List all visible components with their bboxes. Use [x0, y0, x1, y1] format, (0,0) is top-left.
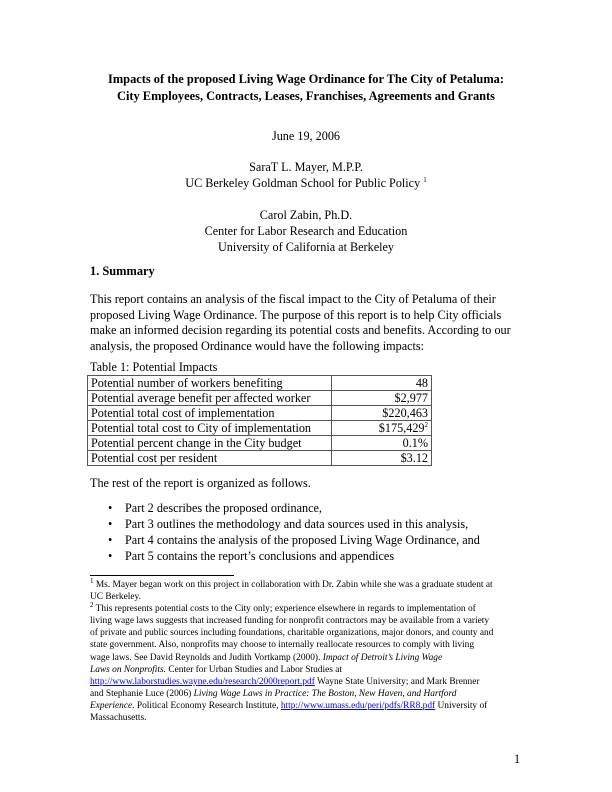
- table-row: [88, 406, 432, 421]
- summary-line: make an informed decision regarding its potential costs and benefits. According to our: [90, 323, 511, 338]
- table-cell-label: Potential total cost of implementation: [88, 406, 332, 421]
- footnote-2-cont: http://www.laborstudies.wayne.edu/research/2000report.pdf Wayne State University; and Mark Brenner: [90, 676, 480, 687]
- summary-paragraph: [90, 292, 530, 354]
- footnote-2-cont: state government. Also, nonprofits may choose to internally reallocate resources to comply with living: [90, 640, 475, 651]
- author-block-1: [60, 159, 552, 191]
- table-cell-label: Potential cost per resident: [88, 451, 332, 466]
- table-caption: Table 1: Potential Impacts: [90, 360, 218, 374]
- wayne-report-link[interactable]: http://www.laborstudies.wayne.edu/research/2000report.pdf: [90, 676, 315, 687]
- table-cell-label: Potential average benefit per affected worker: [88, 391, 332, 406]
- table-cell-value: $3.12: [332, 451, 432, 466]
- section-heading-summary: 1. Summary: [90, 264, 155, 278]
- footnote-divider: [90, 575, 234, 576]
- author-1-name: SaraT L. Mayer, M.P.P.: [249, 160, 363, 174]
- table-row: [88, 451, 432, 466]
- bullet-icon: •: [108, 549, 113, 563]
- footnote-1-cont: UC Berkeley.: [90, 592, 141, 603]
- footnote-2-cont: Massachusetts.: [90, 713, 147, 724]
- table-cell-label: Potential total cost to City of implementation: [88, 421, 332, 436]
- bullet-icon: •: [108, 501, 113, 515]
- footnote-2-cont: Laws on Nonprofits. Center for Urban Studies and Labor Studies at: [90, 664, 342, 675]
- bullet-icon: •: [108, 533, 113, 547]
- table-cell-value: 0.1%: [332, 436, 432, 451]
- table-cell-value: $2,977: [332, 391, 432, 406]
- table-row: [88, 391, 432, 406]
- umass-report-link[interactable]: http://www.umass.edu/peri/pdfs/RR8.pdf: [280, 700, 436, 711]
- footnote-1: $^1$ Ms. Mayer began work on this project in collaboration with Dr. Zabin while she was a graduate student at: [90, 576, 493, 590]
- rest-intro: The rest of the report is organized as follows.: [90, 476, 311, 490]
- title-line-2: City Employees, Contracts, Leases, Franchises, Agreements and Grants: [117, 89, 495, 103]
- footnote-2-cont: wage laws. See David Reynolds and Judith Vortkamp (2000). Impact of Detroit’s Living Wage: [90, 652, 443, 663]
- author-1-affiliation: UC Berkeley Goldman School for Public Policy $^1$: [185, 175, 427, 190]
- list-item: • Part 4 contains the analysis of the proposed Living Wage Ordinance, and: [108, 533, 480, 547]
- summary-line: proposed Living Wage Ordinance. The purpose of this report is to help City officials: [90, 307, 502, 322]
- footnote-mark-1: 1: [423, 175, 427, 184]
- table-cell-label: Potential percent change in the City budget: [88, 436, 332, 451]
- table-row: [88, 436, 432, 451]
- table-cell-value: $220,463: [332, 406, 432, 421]
- document-title: [60, 71, 552, 105]
- table-row: [88, 376, 432, 391]
- table-cell-label: Potential number of workers benefiting: [88, 376, 332, 391]
- report-parts-list: [108, 500, 528, 564]
- table-row: [88, 421, 432, 436]
- author-block-2: [60, 207, 552, 255]
- document-date: June 19, 2006: [271, 129, 341, 143]
- author-2-name: Carol Zabin, Ph.D.: [259, 208, 353, 222]
- footnote-2: $^2$ This represents potential costs to the City only; experience elsewhere in regards to implementation of: [90, 601, 476, 615]
- footnotes: [90, 576, 530, 724]
- footnote-2-cont: of private and public sources including foundations, charitable organizations, major donors, and county and: [90, 628, 494, 639]
- list-item: • Part 3 outlines the methodology and data sources used in this analysis,: [108, 517, 469, 531]
- author-2-affiliation-2: University of California at Berkeley: [218, 240, 394, 254]
- page-number: 1: [514, 752, 521, 766]
- impacts-table: [87, 375, 432, 466]
- table-cell-value: 48: [332, 376, 432, 391]
- list-item: • Part 2 describes the proposed ordinance,: [108, 501, 322, 515]
- footnote-2-cont: living wage laws suggests that increased funding for nonprofit contractors may be available from a variety: [90, 616, 490, 627]
- summary-line: This report contains an analysis of the fiscal impact to the City of Petaluma of their: [90, 292, 496, 306]
- title-line-1: Impacts of the proposed Living Wage Ordinance for The City of Petaluma:: [108, 72, 504, 86]
- table-cell-value: $175,429$^2$: [332, 421, 432, 436]
- bullet-icon: •: [108, 517, 113, 531]
- list-item: • Part 5 contains the report’s conclusions and appendices: [108, 549, 395, 563]
- footnote-mark-2: 2: [424, 420, 428, 429]
- author-2-affiliation-1: Center for Labor Research and Education: [204, 224, 408, 238]
- footnote-2-cont: Experience. Political Economy Research Institute, http://www.umass.edu/peri/pdfs/RR8.pdf University of: [90, 700, 488, 711]
- footnote-2-cont: and Stephanie Luce (2006) Living Wage Laws in Practice: The Boston, New Haven, and Hartford: [90, 688, 457, 699]
- summary-line: analysis, the proposed Ordinance would have the following impacts:: [90, 338, 425, 353]
